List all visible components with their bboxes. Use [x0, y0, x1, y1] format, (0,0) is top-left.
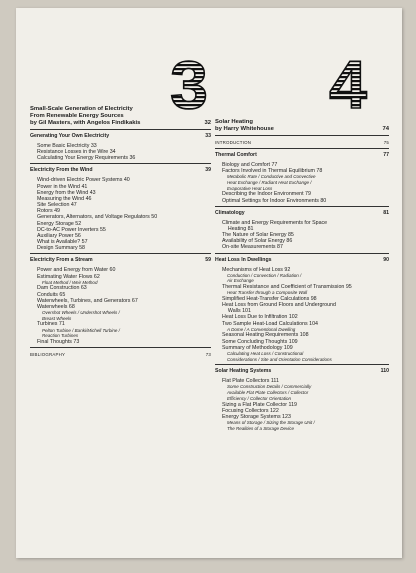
section-rule [215, 148, 389, 149]
toc-subtopic: Air Exchange [227, 278, 254, 284]
chapter-title-line: From Renewable Energy Sources [30, 113, 124, 119]
toc-entry: Sizing a Flat Plate Collector 119 [222, 401, 297, 408]
toc-entry: Energy Storage 52 [37, 220, 82, 227]
section-rule [30, 129, 211, 130]
chapter-4-toc [215, 119, 389, 433]
section-rule [30, 253, 211, 254]
toc-entry: Measuring the Wind 46 [37, 195, 92, 202]
toc-subtopic: Heat Exchange / Radiant Heat Exchange / [227, 180, 312, 186]
toc-entry: Walls 101 [222, 308, 251, 315]
toc-entry: Power in the Wind 41 [37, 183, 88, 190]
section-heading [30, 133, 211, 140]
toc-subtopic: Evaporative Heat Loss [227, 185, 273, 191]
toc-entry: Some Basic Electricity 33 [37, 143, 97, 149]
section-heading [30, 257, 211, 264]
toc-entry: Final Thoughts 73 [37, 338, 80, 345]
chapter-3-number-graphic [162, 52, 216, 110]
toc-entry: Energy from the Wind 43 [37, 189, 96, 196]
toc-subtopic: Overshot Wheels / Undershot Wheels / [42, 309, 120, 315]
toc-entry: Energy Storage Systems 123 [222, 413, 291, 420]
section-page-number: 59 [205, 257, 211, 264]
section-title: Generating Your Own Electricity [30, 133, 110, 139]
section-title: Thermal Comfort [215, 152, 257, 158]
book-page [16, 8, 402, 558]
toc-entry: Heating 81 [222, 225, 254, 232]
section-title: Electricity From a Stream [30, 257, 93, 264]
section-entries [30, 267, 211, 345]
chapter-author: by Harry Whitehouse 74 [215, 126, 389, 132]
toc-entry: Rotors 49 [37, 208, 60, 215]
toc-entry: Mechanisms of Heat Loss 92 [222, 266, 291, 273]
svg-text:4: 4 [329, 52, 367, 110]
section-page-number: 90 [383, 256, 389, 263]
toc-entry: Power and Energy from Water 60 [37, 267, 116, 274]
toc-entry: What is Available? 57 [37, 239, 88, 246]
toc-entry: Flat Plate Collectors 111 [222, 378, 279, 385]
section-entries [30, 143, 211, 161]
toc-subtopic: Reaction Turbines [42, 333, 79, 339]
toc-entry: Summary of Methodology 109 [222, 344, 293, 351]
section-heading [215, 139, 389, 146]
toc-subtopic: Float Method / Weir Method [42, 279, 98, 285]
section-page-number: 81 [383, 209, 389, 216]
chapter-3-toc [30, 106, 211, 358]
toc-entry: Conduits 65 [37, 291, 66, 298]
toc-entry: Availability of Solar Energy 86 [222, 238, 293, 245]
toc-entry: On-site Measurements 87 [222, 244, 283, 251]
toc-entry: Dam Construction 63 [37, 285, 87, 292]
chapter-title [215, 119, 389, 126]
toc-entry: Generators, Alternators, and Voltage Regulators 50 [37, 214, 158, 221]
toc-entry: Optimal Settings for Indoor Environments 80 [222, 197, 327, 204]
section-page-number: 75 [383, 140, 389, 145]
section-page-number: 73 [205, 352, 211, 358]
toc-entry: Auxiliary Power 56 [37, 232, 81, 239]
chapter-title [30, 106, 211, 120]
toc-entry: DC-to-AC Power Inverters 55 [37, 226, 106, 233]
section-entries [30, 177, 211, 251]
section-title: Electricity From the Wind [30, 167, 93, 174]
toc-entry: Two Sample Heat-Load Calculations 104 [222, 320, 318, 327]
toc-subtopic: Efficiency / Collector Orientation [227, 395, 292, 401]
toc-entry: Heat Loss Due to Infiltration 102 [222, 314, 298, 321]
chapter-author: by Gil Masters, with Angelos Findikakis 32 [30, 120, 211, 126]
toc-subtopic: Metabolic Rate / Conductive and Convective [227, 174, 316, 180]
toc-entry: Simplified Heat-Transfer Calculations 98 [222, 295, 317, 302]
toc-entry: Some Concluding Thoughts 109 [222, 338, 298, 345]
toc-entry: Climate and Energy Requirements for Space [222, 219, 328, 226]
toc-entry: Resistance Losses in the Wire 34 [37, 149, 116, 156]
toc-entry: Waterwheels 68 [37, 303, 75, 310]
section-entries [215, 378, 389, 431]
section-rule [215, 253, 389, 254]
toc-subtopic: Available Flat Plate Collectors / Collector [227, 390, 309, 396]
section-title: Heat Loss In Dwellings [215, 256, 272, 263]
section-page-number: 110 [380, 368, 389, 375]
section-entries [215, 162, 389, 204]
toc-subtopic: Calculating Heat Loss / Constructional [227, 350, 304, 356]
toc-subtopic: Pelton Turbine / Banki/Michell Turbine / [42, 327, 120, 333]
toc-entry: Heat Loss from Ground Floors and Underground [222, 302, 336, 309]
section-heading [215, 257, 389, 264]
section-page-number: 33 [205, 133, 211, 139]
toc-subtopic: Conduction / Convection / Radiation / [227, 272, 302, 278]
chapter-page-number: 74 [382, 126, 389, 132]
toc-entry: Thermal Resistance and Coefficient of Transmission 95 [222, 284, 352, 291]
toc-entry: Biology and Comfort 77 [222, 162, 278, 168]
toc-entry: The Nature of Solar Energy 85 [222, 232, 294, 239]
toc-entry: Estimating Water Flows 62 [37, 273, 100, 280]
chapter-page-number: 32 [204, 120, 211, 126]
section-entries [215, 267, 389, 363]
toc-entry: Calculating Your Energy Requirements 36 [37, 155, 136, 162]
toc-subtopic: A Dome / A Conventional Dwelling [227, 326, 296, 332]
toc-subtopic: Considerations / Site and Orientation Considerations [227, 356, 332, 362]
section-heading [30, 167, 211, 174]
section-page-number: 77 [383, 152, 389, 158]
toc-entry: Seasonal Heating Requirements 108 [222, 332, 309, 339]
section-heading [215, 152, 389, 159]
section-rule [215, 206, 389, 207]
section-heading [215, 210, 389, 217]
section-rule [215, 364, 389, 365]
toc-entry: Wind-driven Electric Power Systems 40 [37, 177, 130, 184]
toc-entry: Waterwheels, Turbines, and Generators 67 [37, 297, 138, 304]
section-title: Climatology [215, 209, 245, 216]
section-heading [215, 368, 389, 375]
toc-entry: Turbines 71 [37, 321, 65, 328]
toc-entry: Focusing Collectors 122 [222, 407, 279, 414]
chapter-title-line: Solar Heating [215, 119, 253, 125]
toc-entry: Describing the Indoor Environment 79 [222, 191, 311, 198]
toc-entry: Site Selection 47 [37, 202, 77, 209]
section-page-number: 39 [205, 167, 211, 174]
section-entries [215, 220, 389, 251]
section-rule [215, 135, 389, 136]
section-heading [30, 351, 211, 358]
toc-subtopic: Means of Storage / Sizing the Storage Unit / [227, 420, 315, 426]
chapter-4-number-graphic [321, 52, 375, 110]
section-rule [30, 347, 211, 348]
section-title: Solar Heating Systems [215, 368, 272, 375]
toc-entry: Factors Involved in Thermal Equilibrium 78 [222, 168, 323, 175]
section-rule [30, 163, 211, 164]
toc-entry: Design Summary 58 [37, 245, 85, 252]
toc-subtopic: Heat Transfer through a Composite Wall [227, 290, 308, 296]
toc-subtopic: Breast Wheels [42, 315, 72, 321]
section-title: INTRODUCTION [215, 140, 252, 145]
toc-subtopic: Some Construction Details / Commercially [227, 384, 312, 390]
toc-subtopic: The Realities of a Storage Device [227, 425, 295, 431]
section-title: BIBLIOGRAPHY [30, 352, 66, 358]
chapter-title-line: Small-Scale Generation of Electricity [30, 106, 133, 112]
svg-text:3: 3 [170, 52, 208, 110]
